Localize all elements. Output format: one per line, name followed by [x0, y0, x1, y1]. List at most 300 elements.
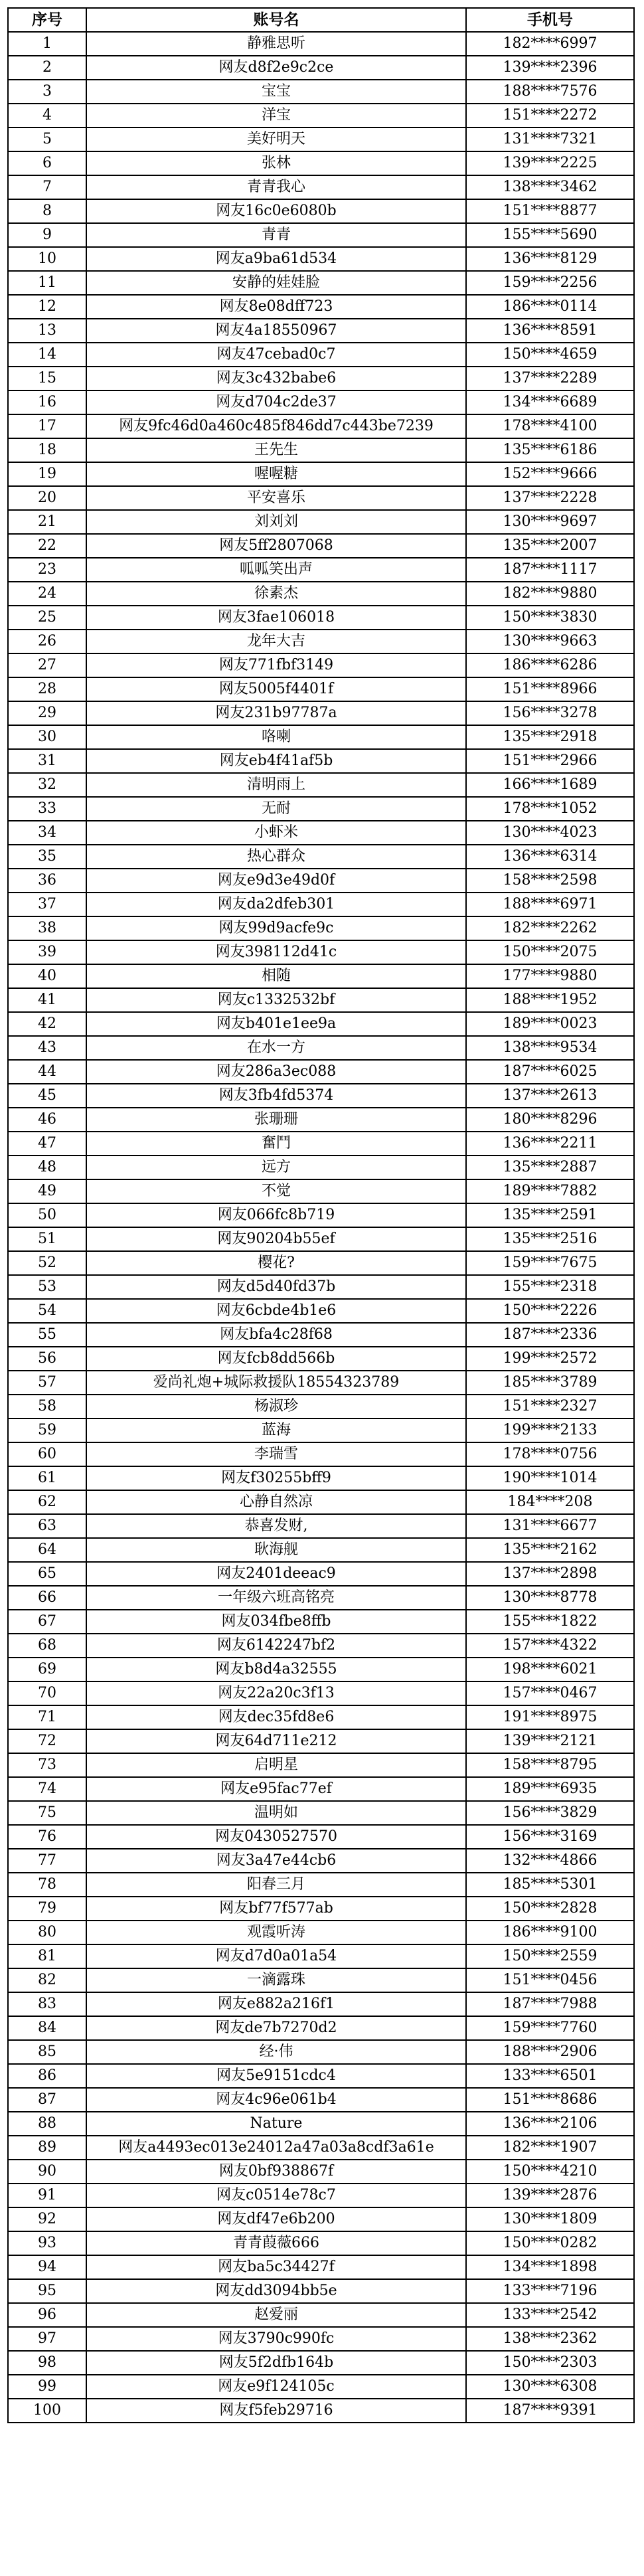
- row-index: 72: [8, 1729, 86, 1753]
- row-account-name: 网友90204b55ef: [86, 1227, 466, 1251]
- table-row: [8, 2160, 634, 2184]
- row-phone: 182****6997: [466, 32, 634, 56]
- table-row: [8, 1586, 634, 1610]
- row-phone: 150****0282: [466, 2231, 634, 2255]
- row-account-name: 网友99d9acfe9c: [86, 916, 466, 940]
- row-account-name: 网友bfa4c28f68: [86, 1323, 466, 1347]
- row-phone: 135****2516: [466, 1227, 634, 1251]
- row-index: 79: [8, 1897, 86, 1921]
- table-row: [8, 1777, 634, 1801]
- row-phone: 156****3169: [466, 1825, 634, 1849]
- row-account-name: 网友da2dfeb301: [86, 893, 466, 916]
- row-index: 31: [8, 749, 86, 773]
- row-index: 83: [8, 1992, 86, 2016]
- row-phone: 139****2396: [466, 56, 634, 80]
- row-phone: 150****2559: [466, 1944, 634, 1968]
- row-account-name: 恭喜发财,: [86, 1514, 466, 1538]
- row-index: 80: [8, 1921, 86, 1944]
- table-row: [8, 223, 634, 247]
- row-account-name: 网友a9ba61d534: [86, 247, 466, 271]
- table-row: [8, 1921, 634, 1944]
- row-phone: 152****9666: [466, 462, 634, 486]
- table-row: [8, 1514, 634, 1538]
- row-account-name: 在水一方: [86, 1036, 466, 1060]
- table-row: [8, 940, 634, 964]
- row-index: 86: [8, 2064, 86, 2088]
- row-index: 13: [8, 319, 86, 343]
- table-row: [8, 2399, 634, 2423]
- table-row: [8, 1036, 634, 1060]
- table-row: [8, 56, 634, 80]
- row-phone: 159****2256: [466, 271, 634, 295]
- row-index: 24: [8, 582, 86, 606]
- row-index: 62: [8, 1490, 86, 1514]
- row-account-name: 网友64d711e212: [86, 1729, 466, 1753]
- table-row: [8, 2375, 634, 2399]
- table-row: [8, 1323, 634, 1347]
- row-phone: 135****2918: [466, 725, 634, 749]
- row-account-name: 网友3c432babe6: [86, 367, 466, 390]
- row-account-name: 赵爱丽: [86, 2303, 466, 2327]
- row-phone: 150****3830: [466, 606, 634, 630]
- row-account-name: 徐素杰: [86, 582, 466, 606]
- row-index: 98: [8, 2351, 86, 2375]
- row-phone: 185****5301: [466, 1873, 634, 1897]
- row-index: 89: [8, 2136, 86, 2160]
- row-index: 3: [8, 80, 86, 104]
- row-phone: 135****2007: [466, 534, 634, 558]
- table-row: [8, 725, 634, 749]
- row-index: 2: [8, 56, 86, 80]
- row-phone: 136****8591: [466, 319, 634, 343]
- row-phone: 136****6314: [466, 845, 634, 869]
- row-phone: 180****8296: [466, 1108, 634, 1132]
- table-row: [8, 2088, 634, 2112]
- row-index: 100: [8, 2399, 86, 2423]
- row-index: 41: [8, 988, 86, 1012]
- row-index: 93: [8, 2231, 86, 2255]
- row-account-name: 网友286a3ec088: [86, 1060, 466, 1084]
- row-index: 27: [8, 653, 86, 677]
- row-account-name: 网友d704c2de37: [86, 390, 466, 414]
- row-phone: 138****2362: [466, 2327, 634, 2351]
- row-phone: 187****7988: [466, 1992, 634, 2016]
- header-index: 序号: [8, 8, 86, 32]
- table-row: [8, 1873, 634, 1897]
- row-phone: 139****2121: [466, 1729, 634, 1753]
- row-index: 1: [8, 32, 86, 56]
- row-account-name: 网友6142247bf2: [86, 1634, 466, 1658]
- row-index: 92: [8, 2207, 86, 2231]
- row-phone: 156****3829: [466, 1801, 634, 1825]
- row-phone: 187****2336: [466, 1323, 634, 1347]
- row-account-name: 温明如: [86, 1801, 466, 1825]
- row-phone: 151****8877: [466, 199, 634, 223]
- table-row: [8, 486, 634, 510]
- row-phone: 130****4023: [466, 821, 634, 845]
- row-index: 44: [8, 1060, 86, 1084]
- row-index: 88: [8, 2112, 86, 2136]
- row-index: 22: [8, 534, 86, 558]
- row-account-name: 网友771fbf3149: [86, 653, 466, 677]
- table-row: [8, 1371, 634, 1395]
- table-row: [8, 32, 634, 56]
- row-index: 54: [8, 1299, 86, 1323]
- row-account-name: 张珊珊: [86, 1108, 466, 1132]
- row-phone: 131****7321: [466, 128, 634, 151]
- row-account-name: 网友ba5c34427f: [86, 2255, 466, 2279]
- table-row: [8, 2016, 634, 2040]
- row-index: 40: [8, 964, 86, 988]
- row-phone: 133****6501: [466, 2064, 634, 2088]
- row-phone: 159****7675: [466, 1251, 634, 1275]
- row-index: 34: [8, 821, 86, 845]
- row-index: 60: [8, 1442, 86, 1466]
- table-row: [8, 653, 634, 677]
- table-body: [8, 32, 634, 2423]
- row-account-name: 网友d7d0a01a54: [86, 1944, 466, 1968]
- table-row: [8, 343, 634, 367]
- table-row: [8, 1681, 634, 1705]
- row-account-name: 网友e9d3e49d0f: [86, 869, 466, 893]
- row-account-name: 网友22a20c3f13: [86, 1681, 466, 1705]
- row-index: 9: [8, 223, 86, 247]
- row-index: 70: [8, 1681, 86, 1705]
- table-row: [8, 893, 634, 916]
- row-index: 30: [8, 725, 86, 749]
- row-phone: 136****2106: [466, 2112, 634, 2136]
- row-account-name: 网友fcb8dd566b: [86, 1347, 466, 1371]
- row-index: 43: [8, 1036, 86, 1060]
- row-account-name: 远方: [86, 1156, 466, 1179]
- row-phone: 182****2262: [466, 916, 634, 940]
- row-index: 65: [8, 1562, 86, 1586]
- row-phone: 155****5690: [466, 223, 634, 247]
- row-phone: 150****2303: [466, 2351, 634, 2375]
- row-phone: 139****2876: [466, 2184, 634, 2207]
- row-account-name: 网友231b97787a: [86, 701, 466, 725]
- row-account-name: 观霞听涛: [86, 1921, 466, 1944]
- table-row: [8, 295, 634, 319]
- row-index: 37: [8, 893, 86, 916]
- row-phone: 186****9100: [466, 1921, 634, 1944]
- table-row: [8, 869, 634, 893]
- row-phone: 189****6935: [466, 1777, 634, 1801]
- row-account-name: 平安喜乐: [86, 486, 466, 510]
- row-account-name: 网友16c0e6080b: [86, 199, 466, 223]
- row-index: 74: [8, 1777, 86, 1801]
- table-row: [8, 1897, 634, 1921]
- table-row: [8, 1705, 634, 1729]
- row-phone: 157****4322: [466, 1634, 634, 1658]
- table-row: [8, 1418, 634, 1442]
- row-index: 46: [8, 1108, 86, 1132]
- row-index: 66: [8, 1586, 86, 1610]
- row-phone: 151****2966: [466, 749, 634, 773]
- row-phone: 136****2211: [466, 1132, 634, 1156]
- row-account-name: 网友5e9151cdc4: [86, 2064, 466, 2088]
- row-account-name: 网友de7b7270d2: [86, 2016, 466, 2040]
- row-index: 75: [8, 1801, 86, 1825]
- table-row: [8, 1108, 634, 1132]
- row-phone: 188****7576: [466, 80, 634, 104]
- row-index: 45: [8, 1084, 86, 1108]
- row-phone: 137****2898: [466, 1562, 634, 1586]
- row-phone: 135****2887: [466, 1156, 634, 1179]
- row-phone: 177****9880: [466, 964, 634, 988]
- row-phone: 137****2289: [466, 367, 634, 390]
- row-account-name: 网友0430527570: [86, 1825, 466, 1849]
- winner-table: [7, 7, 635, 2423]
- row-account-name: 静雅思听: [86, 32, 466, 56]
- row-phone: 130****9697: [466, 510, 634, 534]
- row-account-name: 网友a4493ec013e24012a47a03a8cdf3a61e: [86, 2136, 466, 2160]
- table-row: [8, 845, 634, 869]
- table-row: [8, 1466, 634, 1490]
- table-row: [8, 1179, 634, 1203]
- row-account-name: 网友dec35fd8e6: [86, 1705, 466, 1729]
- table-row: [8, 701, 634, 725]
- row-phone: 178****4100: [466, 414, 634, 438]
- row-index: 28: [8, 677, 86, 701]
- table-row: [8, 1634, 634, 1658]
- table-row: [8, 1944, 634, 1968]
- row-index: 19: [8, 462, 86, 486]
- row-phone: 151****8686: [466, 2088, 634, 2112]
- row-index: 39: [8, 940, 86, 964]
- row-index: 14: [8, 343, 86, 367]
- row-phone: 132****4866: [466, 1849, 634, 1873]
- row-phone: 135****6186: [466, 438, 634, 462]
- table-row: [8, 1299, 634, 1323]
- row-phone: 131****6677: [466, 1514, 634, 1538]
- row-phone: 130****1809: [466, 2207, 634, 2231]
- row-index: 94: [8, 2255, 86, 2279]
- row-index: 76: [8, 1825, 86, 1849]
- row-account-name: 青青: [86, 223, 466, 247]
- row-account-name: 一滴露珠: [86, 1968, 466, 1992]
- row-account-name: 安静的娃娃脸: [86, 271, 466, 295]
- table-row: [8, 2303, 634, 2327]
- row-phone: 185****3789: [466, 1371, 634, 1395]
- row-phone: 151****0456: [466, 1968, 634, 1992]
- table-row: [8, 964, 634, 988]
- row-account-name: 网友eb4f41af5b: [86, 749, 466, 773]
- row-account-name: 蓝海: [86, 1418, 466, 1442]
- row-index: 61: [8, 1466, 86, 1490]
- table-row: [8, 438, 634, 462]
- row-account-name: 青青葭薇666: [86, 2231, 466, 2255]
- row-account-name: 王先生: [86, 438, 466, 462]
- table-row: [8, 1347, 634, 1371]
- row-account-name: 网友d8f2e9c2ce: [86, 56, 466, 80]
- row-phone: 150****2226: [466, 1299, 634, 1323]
- row-index: 55: [8, 1323, 86, 1347]
- row-account-name: 宝宝: [86, 80, 466, 104]
- row-account-name: 热心群众: [86, 845, 466, 869]
- table-row: [8, 1729, 634, 1753]
- table-row: [8, 1825, 634, 1849]
- table-row: [8, 2351, 634, 2375]
- row-phone: 134****6689: [466, 390, 634, 414]
- row-phone: 191****8975: [466, 1705, 634, 1729]
- row-account-name: 网友3790c990fc: [86, 2327, 466, 2351]
- table-row: [8, 2136, 634, 2160]
- row-account-name: 网友b8d4a32555: [86, 1658, 466, 1681]
- row-phone: 186****0114: [466, 295, 634, 319]
- row-account-name: 龙年大吉: [86, 630, 466, 653]
- row-index: 35: [8, 845, 86, 869]
- row-account-name: 美好明天: [86, 128, 466, 151]
- table-row: [8, 534, 634, 558]
- row-account-name: 樱花?: [86, 1251, 466, 1275]
- row-index: 33: [8, 797, 86, 821]
- row-phone: 182****9880: [466, 582, 634, 606]
- row-index: 38: [8, 916, 86, 940]
- row-phone: 188****2906: [466, 2040, 634, 2064]
- header-row: [8, 8, 634, 32]
- row-account-name: 阳春三月: [86, 1873, 466, 1897]
- row-account-name: 经·伟: [86, 2040, 466, 2064]
- row-phone: 186****6286: [466, 653, 634, 677]
- row-account-name: 网友c1332532bf: [86, 988, 466, 1012]
- table-row: [8, 749, 634, 773]
- table-row: [8, 510, 634, 534]
- table-row: [8, 2327, 634, 2351]
- row-index: 11: [8, 271, 86, 295]
- row-account-name: 网友398112d41c: [86, 940, 466, 964]
- row-phone: 187****6025: [466, 1060, 634, 1084]
- table-row: [8, 151, 634, 175]
- row-account-name: 网友0bf938867f: [86, 2160, 466, 2184]
- row-index: 16: [8, 390, 86, 414]
- row-index: 77: [8, 1849, 86, 1873]
- table-row: [8, 1992, 634, 2016]
- row-account-name: 网友f30255bff9: [86, 1466, 466, 1490]
- table-row: [8, 797, 634, 821]
- row-account-name: 清明雨上: [86, 773, 466, 797]
- row-phone: 133****7196: [466, 2279, 634, 2303]
- row-account-name: 网友5ff2807068: [86, 534, 466, 558]
- row-phone: 189****0023: [466, 1012, 634, 1036]
- table-row: [8, 414, 634, 438]
- row-index: 6: [8, 151, 86, 175]
- table-row: [8, 606, 634, 630]
- row-account-name: 网友c0514e78c7: [86, 2184, 466, 2207]
- row-index: 69: [8, 1658, 86, 1681]
- row-index: 57: [8, 1371, 86, 1395]
- table-row: [8, 199, 634, 223]
- table-row: [8, 2231, 634, 2255]
- table-row: [8, 558, 634, 582]
- row-account-name: 网友e95fac77ef: [86, 1777, 466, 1801]
- row-index: 51: [8, 1227, 86, 1251]
- row-phone: 130****9663: [466, 630, 634, 653]
- row-phone: 158****8795: [466, 1753, 634, 1777]
- row-account-name: 网友b401e1ee9a: [86, 1012, 466, 1036]
- row-account-name: 网友6cbde4b1e6: [86, 1299, 466, 1323]
- table-row: [8, 462, 634, 486]
- row-account-name: 呱呱笑出声: [86, 558, 466, 582]
- row-phone: 198****6021: [466, 1658, 634, 1681]
- row-phone: 150****4659: [466, 343, 634, 367]
- table-row: [8, 80, 634, 104]
- table-row: [8, 1395, 634, 1418]
- row-account-name: 相随: [86, 964, 466, 988]
- table-row: [8, 1562, 634, 1586]
- row-index: 81: [8, 1944, 86, 1968]
- row-phone: 150****4210: [466, 2160, 634, 2184]
- row-phone: 188****1952: [466, 988, 634, 1012]
- table-row: [8, 1801, 634, 1825]
- row-index: 47: [8, 1132, 86, 1156]
- table-row: [8, 319, 634, 343]
- table-row: [8, 1156, 634, 1179]
- row-index: 96: [8, 2303, 86, 2327]
- row-index: 21: [8, 510, 86, 534]
- row-account-name: 网友df47e6b200: [86, 2207, 466, 2231]
- row-phone: 178****0756: [466, 1442, 634, 1466]
- table-row: [8, 988, 634, 1012]
- row-phone: 182****1907: [466, 2136, 634, 2160]
- row-index: 8: [8, 199, 86, 223]
- row-account-name: 青青我心: [86, 175, 466, 199]
- row-phone: 135****2591: [466, 1203, 634, 1227]
- row-account-name: 网友2401deeac9: [86, 1562, 466, 1586]
- table-row: [8, 1968, 634, 1992]
- row-phone: 178****1052: [466, 797, 634, 821]
- row-account-name: 小虾米: [86, 821, 466, 845]
- row-index: 32: [8, 773, 86, 797]
- table-row: [8, 2040, 634, 2064]
- row-account-name: 李瑞雪: [86, 1442, 466, 1466]
- table-row: [8, 1538, 634, 1562]
- row-index: 91: [8, 2184, 86, 2207]
- row-account-name: 不觉: [86, 1179, 466, 1203]
- table-row: [8, 773, 634, 797]
- row-index: 50: [8, 1203, 86, 1227]
- table-row: [8, 582, 634, 606]
- row-index: 12: [8, 295, 86, 319]
- row-phone: 133****2542: [466, 2303, 634, 2327]
- row-account-name: 网友d5d40fd37b: [86, 1275, 466, 1299]
- table-row: [8, 1203, 634, 1227]
- row-phone: 151****8966: [466, 677, 634, 701]
- row-index: 71: [8, 1705, 86, 1729]
- table-row: [8, 1012, 634, 1036]
- row-index: 95: [8, 2279, 86, 2303]
- row-index: 63: [8, 1514, 86, 1538]
- row-index: 26: [8, 630, 86, 653]
- row-account-name: 网友3fb4fd5374: [86, 1084, 466, 1108]
- row-account-name: 网友5005f4401f: [86, 677, 466, 701]
- row-index: 73: [8, 1753, 86, 1777]
- row-account-name: 网友4c96e061b4: [86, 2088, 466, 2112]
- row-phone: 187****9391: [466, 2399, 634, 2423]
- table-row: [8, 1227, 634, 1251]
- row-index: 25: [8, 606, 86, 630]
- header-phone: 手机号: [466, 8, 634, 32]
- row-index: 48: [8, 1156, 86, 1179]
- row-index: 87: [8, 2088, 86, 2112]
- row-account-name: 耿海舰: [86, 1538, 466, 1562]
- table-row: [8, 1849, 634, 1873]
- table-row: [8, 1753, 634, 1777]
- table-row: [8, 2064, 634, 2088]
- row-account-name: 网友47cebad0c7: [86, 343, 466, 367]
- row-index: 78: [8, 1873, 86, 1897]
- row-account-name: 网友bf77f577ab: [86, 1897, 466, 1921]
